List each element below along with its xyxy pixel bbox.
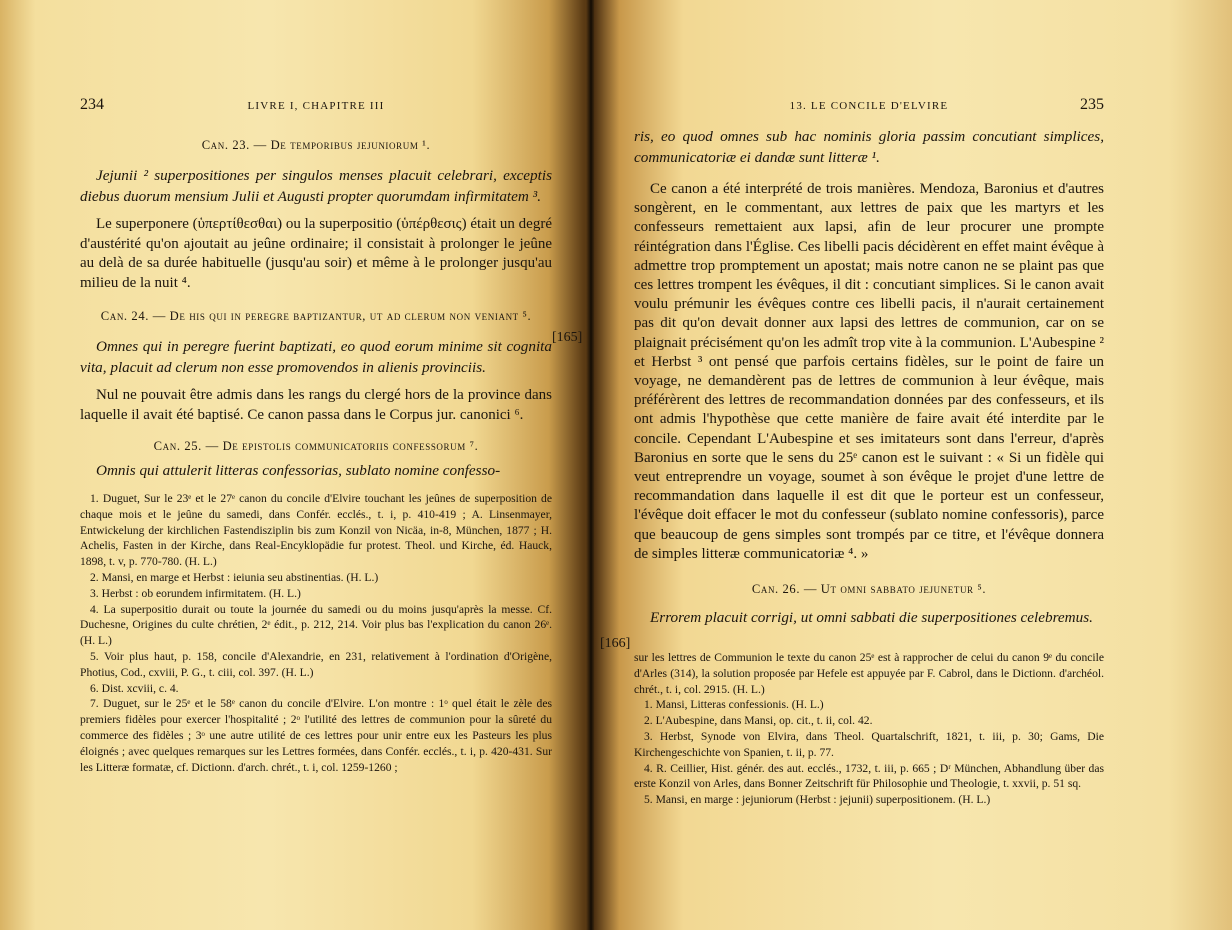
left-text-column bbox=[80, 96, 552, 775]
can26-latin-text: Errorem placuit corrigi, ut omni sabbati die superpositiones celebremus. bbox=[650, 609, 1093, 627]
footnote-right-3: 3. Herbst, Synode von Elvira, dans Theol. Quartalschrift, 1821, t. iii, p. 30; Gams, Die Kirchengeschichte von Spanien, t. ii, p. 77. bbox=[634, 730, 1104, 759]
left-margin-note: [165] bbox=[552, 330, 583, 345]
footnote-left-5: 5. Voir plus haut, p. 158, concile d'Alexandrie, en 231, relativement à l'ordination d'Origène, Photius, Cod., cxviii, P. G., t. ciii, col. 397. (H. L.) bbox=[80, 649, 552, 679]
left-footnotes bbox=[80, 491, 552, 775]
footnote-left-1: 1. Duguet, Sur le 23ᵉ et le 27ᵉ canon du concile d'Elvire touchant les jeûnes de superposition de chaque mois et le jeûne du samedi, dans Confér. ecclés., t. i, p. 410-419 ; A. Linsenmayer, Entwickelung der kirchlichen Fastendisziplin bis zum Konzil von Nicäa, in-8, München, 1877 ; H. Achelis, Fasten in der Kirche, dans Real-Encyklopädie fur protest. Theol. und Kirche, éd. Hauck, 1898, t. v, p. 770-780. (H. L.) bbox=[80, 492, 552, 569]
can24-latin-text: Omnes qui in peregre fuerint baptizati, eo quod eorum minime sit cognita vita, placuit ad clerum non esse promovendos in alienis provinciis. bbox=[80, 338, 552, 376]
footnote-left-2: 2. Mansi, en marge et Herbst : ieiunia seu abstinentias. (H. L.) bbox=[90, 570, 379, 584]
can23-latin-text: Jejunii ² superpositiones per singulos menses placuit celebrari, exceptis diebus duorum mensium Julii et Augusti propter quorumdam infirmitatem ³. bbox=[80, 167, 552, 205]
can24-commentary: Nul ne pouvait être admis dans les rangs du clergé hors de la province dans laquelle il avait été baptisé. Ce canon passa dans le Corpus jur. canonici ⁶. bbox=[80, 387, 552, 423]
right-text-column bbox=[634, 96, 1104, 808]
footnote-right-2: 2. L'Aubespine, dans Mansi, op. cit., t. ii, col. 42. bbox=[644, 714, 873, 728]
right-page bbox=[594, 0, 1232, 930]
footnote-right-4: 4. R. Ceillier, Hist. génér. des aut. ecclés., 1732, t. iii, p. 665 ; Dʳ München, Abhandlung über das erste Konzil von Arles, dans Bonner Zeitschrift für Philosophie und Theologie, t. xxvii, p. 51 sq. bbox=[634, 761, 1104, 791]
can23-commentary: Le superponere (ὑπερτίθεσθαι) ou la superpositio (ὑπέρθεσις) était un degré d'austérité qu'on ajoutait au jeûne ordinaire; il consistait à prolonger le jeûne au delà de sa durée habituelle (jusqu'au soir) et même à le prolonger jusqu'au milieu de la nuit ⁴. bbox=[80, 216, 552, 291]
left-running-head: LIVRE I, CHAPITRE III bbox=[247, 100, 385, 112]
footnote-right-5: 5. Mansi, en marge : jejuniorum (Herbst : jejunii) superpositionem. (H. L.) bbox=[644, 793, 991, 807]
right-margin-note: [166] bbox=[600, 636, 631, 651]
right-page-number: 235 bbox=[1079, 96, 1104, 113]
left-page bbox=[0, 0, 590, 930]
left-running-header bbox=[80, 96, 552, 122]
right-running-header bbox=[634, 96, 1104, 122]
right-running-head: 13. LE CONCILE D'ELVIRE bbox=[789, 100, 949, 112]
can25-latin-text: Omnis qui attulerit litteras confessorias, sublato nomine confesso- bbox=[96, 462, 501, 479]
can24-heading: Can. 24. — De his qui in peregre baptizantur, ut ad clerum non veniant ⁵. bbox=[100, 309, 532, 323]
footnote-right-1: 1. Mansi, Litteras confessionis. (H. L.) bbox=[644, 698, 824, 712]
footnote-left-3: 3. Herbst : ob eorundem infirmitatem. (H. L.) bbox=[90, 586, 301, 600]
right-footnotes bbox=[634, 650, 1104, 808]
can25-commentary: Ce canon a été interprété de trois manières. Mendoza, Baronius et d'autres songèrent, en le commentant, aux lettres de paix que les martyrs et les confesseurs remettaient aux lapsi, afin de leur procurer une prompte réintégration dans l'Église. Ces libelli pacis décidèrent en effet maint évêque à admettre trop promptement un apostat; mais notre canon ne se plaint pas que ces lettres trompent les évêques, il dit : concutiant simplices. Si le canon avait voulu prémunir les évêques contre ces libelli pacis, il n'aurait certainement pas dit qu'on devait donner aux lapsi des lettres de communion, car on se plaignait précisément qu'on les admît trop vite à la communion. L'Aubespine ² et Herbst ³ ont pensé que parfois certains fidèles, sur le point de faire un voyage, ne demandèrent pas de lettres de communion à leur évêque, mais préférèrent des lettres de recommandation données par des confesseurs, et ils ont admis l'hypothèse que cette manière de faire avait été interdite par le concile. Cependant L'Aubespine et ses imitateurs sont dans l'erreur, d'après Baronius en sorte que le sens du 25ᵉ canon est le suivant : « Si un fidèle qui veut entreprendre un voyage, soumet à son évêque le projet d'une lettre de recommandation dans laquelle il est dit que le porteur est un confesseur, l'évêque doit effacer le mot du confesseur (sublato nomine confessoris), parce que beaucoup de gens simples sont trompés par ce titre, et l'évêque donnera de simples litteræ communicatoriæ ⁴. » bbox=[634, 181, 1104, 562]
can23-heading: Can. 23. — De temporibus jejuniorum ¹. bbox=[201, 138, 431, 152]
left-page-number: 234 bbox=[80, 96, 104, 113]
footnote-left-4: 4. La superpositio durait ou toute la journée du samedi ou du moins jusqu'après la messe. Cf. Duchesne, Origines du culte chrétien, 2ᵉ édit., p. 212, 214. Voir plus bas l'explication du canon 26ᵉ. (H. L.) bbox=[80, 602, 552, 648]
footnote-left-7: 7. Duguet, sur le 25ᵉ et le 58ᵉ canon du concile d'Elvire. L'on montre : 1ᵒ quel était le zèle des premiers fidèles pour exercer l'hospitalité ; 2ᵒ l'utilité des lettres de communion pour la sûreté du commerce des fidèles ; 3ᵒ une autre utilité de ces lettres pour unir entre eux les Pasteurs les plus éloignés ; avec quelques remarques sur les Lettres formées, dans Confér. ecclés., t. i, p. 420-431. Sur les Litteræ formatæ, cf. Dictionn. d'arch. chrét., t. i, col. 1259-1260 ; bbox=[80, 697, 552, 774]
footnote-left-6: 6. Dist. xcviii, c. 4. bbox=[90, 681, 179, 695]
can25-latin-continuation: ris, eo quod omnes sub hac nominis gloria passim concutiant simplices, communicatoriæ ei dandæ sunt litteræ ¹. bbox=[634, 128, 1104, 166]
can26-heading: Can. 26. — Ut omni sabbato jejunetur ⁵. bbox=[751, 582, 987, 597]
can25-heading: Can. 25. — De epistolis communicatoriis confessorum ⁷. bbox=[153, 439, 479, 453]
footnote-continuation: sur les lettres de Communion le texte du canon 25ᵉ est à rapprocher de celui du canon 9ᵉ du concile d'Arles (314), la solution proposée par Hefele est appuyée par F. Cabrol, dans le Dictionn. d'archéol. chrét., t. i, col. 2915. (H. L.) bbox=[634, 651, 1104, 696]
